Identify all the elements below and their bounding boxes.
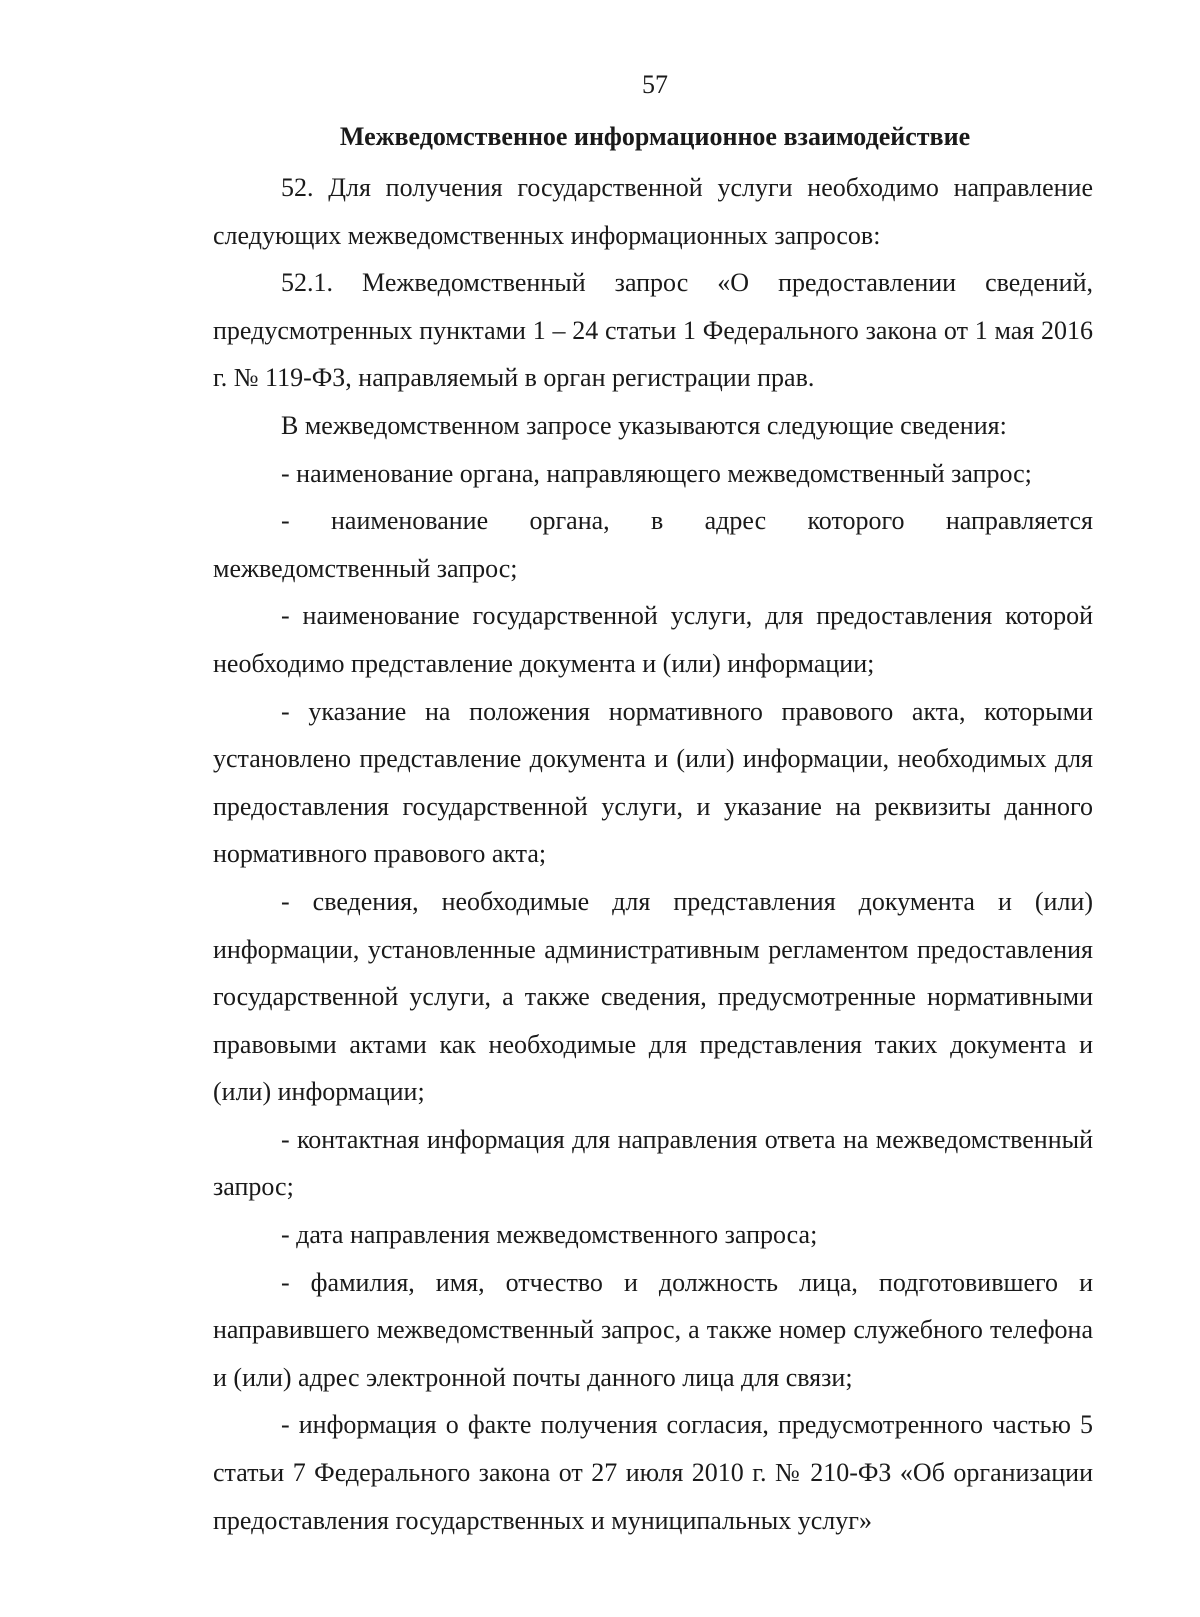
list-item: - информация о факте получения согласия, предусмотренного частью 5 статьи 7 Федерального закона от 27 июля 2010 г. № 210-ФЗ «Об организации предоставления государственных и муниципальных услуг» bbox=[213, 1410, 1093, 1535]
page-number: 57 bbox=[642, 70, 668, 99]
list-item: - указание на положения нормативного правового акта, которыми установлено представление документа и (или) информации, необходимых для предоставления государственной услуги, и указание на реквизиты данного нормативного правового акта; bbox=[213, 696, 1093, 869]
list-item: - контактная информация для направления ответа на межведомственный запрос; bbox=[213, 1124, 1093, 1202]
list-item: - сведения, необходимые для представления документа и (или) информации, установленные административным регламентом предоставления государственной услуги, а также сведения, предусмотренные нормативными правовыми актами как необходимые для представления таких документа и (или) информации; bbox=[213, 886, 1093, 1107]
list-item: - дата направления межведомственного запроса; bbox=[281, 1220, 818, 1250]
list-item: - наименование органа, в адрес которого направляется межведомственный запрос; bbox=[213, 506, 1093, 583]
paragraph-52-1: 52.1. Межведомственный запрос «О предоставлении сведений, предусмотренных пунктами 1 – 24 статьи 1 Федерального закона от 1 мая 2016 г. № 119-ФЗ, направляемый в орган регистрации прав. bbox=[213, 268, 1093, 393]
section-heading: Межведомственное информационное взаимодействие bbox=[339, 122, 971, 151]
paragraph-request-details-intro: В межведомственном запросе указываются следующие сведения: bbox=[281, 410, 1007, 440]
list-item: - наименование органа, направляющего межведомственный запрос; bbox=[281, 458, 1032, 488]
document-body bbox=[213, 164, 1093, 1544]
list-item: - наименование государственной услуги, для предоставления которой необходимо представление документа и (или) информации; bbox=[213, 601, 1093, 678]
list-item: - фамилия, имя, отчество и должность лица, подготовившего и направившего межведомственный запрос, а также номер служебного телефона и (или) адрес электронной почты данного лица для связи; bbox=[213, 1267, 1093, 1392]
paragraph-52: 52. Для получения государственной услуги необходимо направление следующих межведомственных информационных запросов: bbox=[213, 173, 1093, 250]
